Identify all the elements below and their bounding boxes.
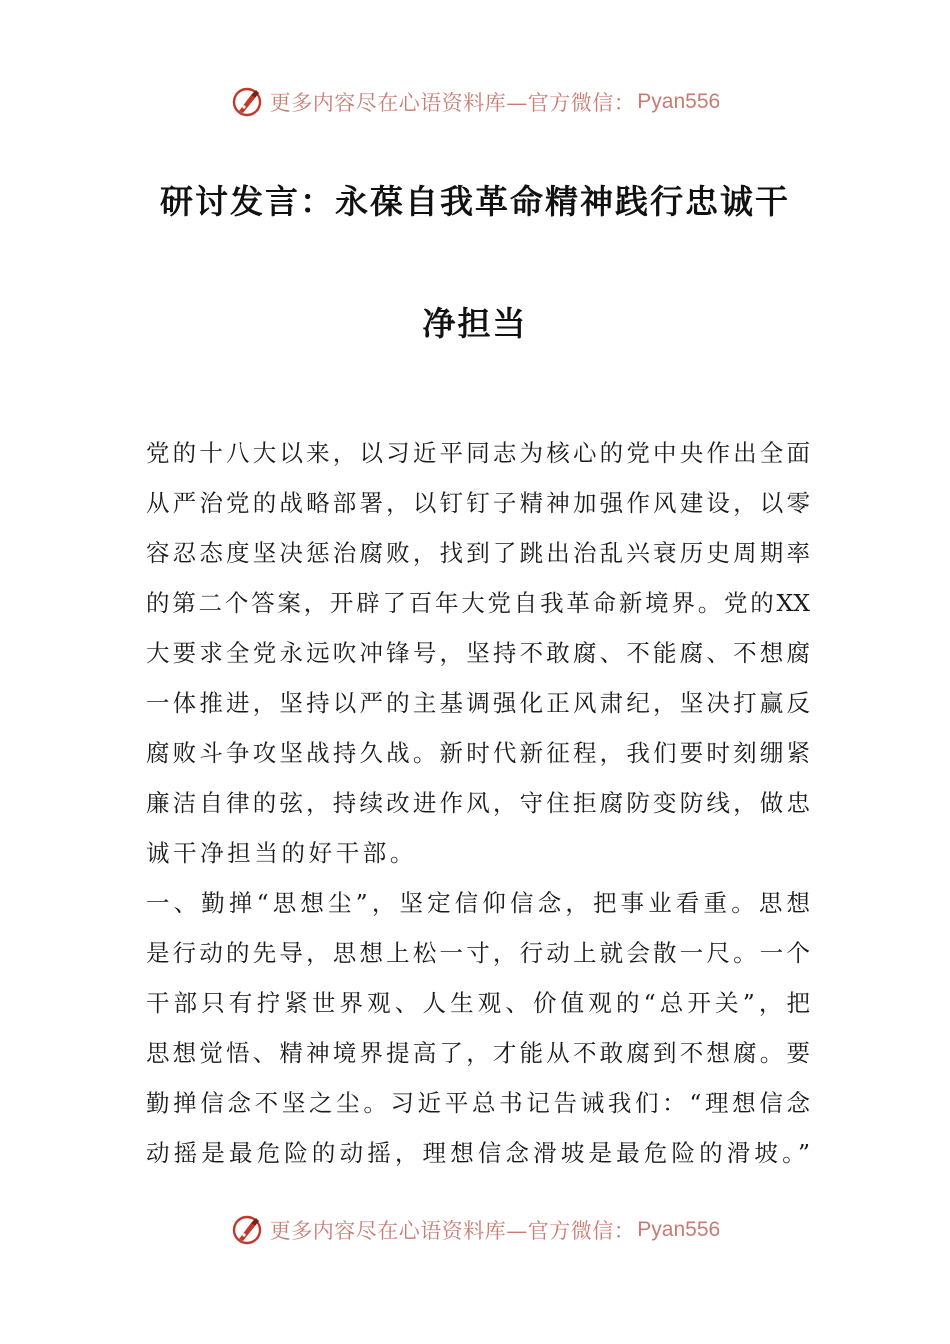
pen-nib-circle-icon [230, 85, 264, 119]
body-line: 一、勤掸“思想尘”，坚定信仰信念，把事业看重。思想 [146, 889, 810, 917]
document-body [146, 428, 810, 1178]
body-line: 的第二个答案，开辟了百年大党自我革命新境界。党的XX [146, 589, 810, 617]
body-line: 容忍态度坚决惩治腐败，找到了跳出治乱兴衰历史周期率 [146, 539, 810, 567]
footer-banner [0, 1208, 950, 1252]
body-line: 动摇是最危险的动摇，理想信念滑坡是最危险的滑坡。” [146, 1139, 810, 1167]
body-line: 思想觉悟、精神境界提高了，才能从不敢腐到不想腐。要 [146, 1039, 810, 1067]
body-line: 廉洁自律的弦，持续改进作风，守住拒腐防变防线，做忠 [146, 789, 810, 817]
document-title-line-1: 研讨发言：永葆自我革命精神践行忠诚干 [160, 182, 790, 221]
body-line: 是行动的先导，思想上松一寸，行动上就会散一尺。一个 [146, 939, 810, 967]
body-line: 党的十八大以来，以习近平同志为核心的党中央作出全面 [146, 439, 810, 467]
footer-wechat-id: Pyan556 [637, 1218, 721, 1241]
body-line: 诚干净担当的好干部。 [146, 839, 417, 867]
header-banner [0, 80, 950, 124]
body-line: 干部只有拧紧世界观、人生观、价值观的“总开关”，把 [146, 989, 810, 1017]
document-title-line-2: 净担当 [422, 304, 528, 343]
body-line: 从严治党的战略部署，以钉钉子精神加强作风建设，以零 [146, 489, 810, 517]
body-line: 腐败斗争攻坚战持久战。新时代新征程，我们要时刻绷紧 [146, 739, 810, 767]
body-line: 一体推进，坚持以严的主基调强化正风肃纪，坚决打赢反 [146, 689, 810, 717]
footer-banner-text: 更多内容尽在心语资料库—官方微信： [269, 1219, 636, 1243]
header-wechat-id: Pyan556 [637, 90, 721, 113]
header-banner-text: 更多内容尽在心语资料库—官方微信： [269, 91, 636, 115]
body-line: 大要求全党永远吹冲锋号，坚持不敢腐、不能腐、不想腐 [146, 639, 810, 667]
body-line: 勤掸信念不坚之尘。习近平总书记告诫我们：“理想信念 [146, 1089, 810, 1117]
pen-nib-circle-icon [230, 1213, 264, 1247]
